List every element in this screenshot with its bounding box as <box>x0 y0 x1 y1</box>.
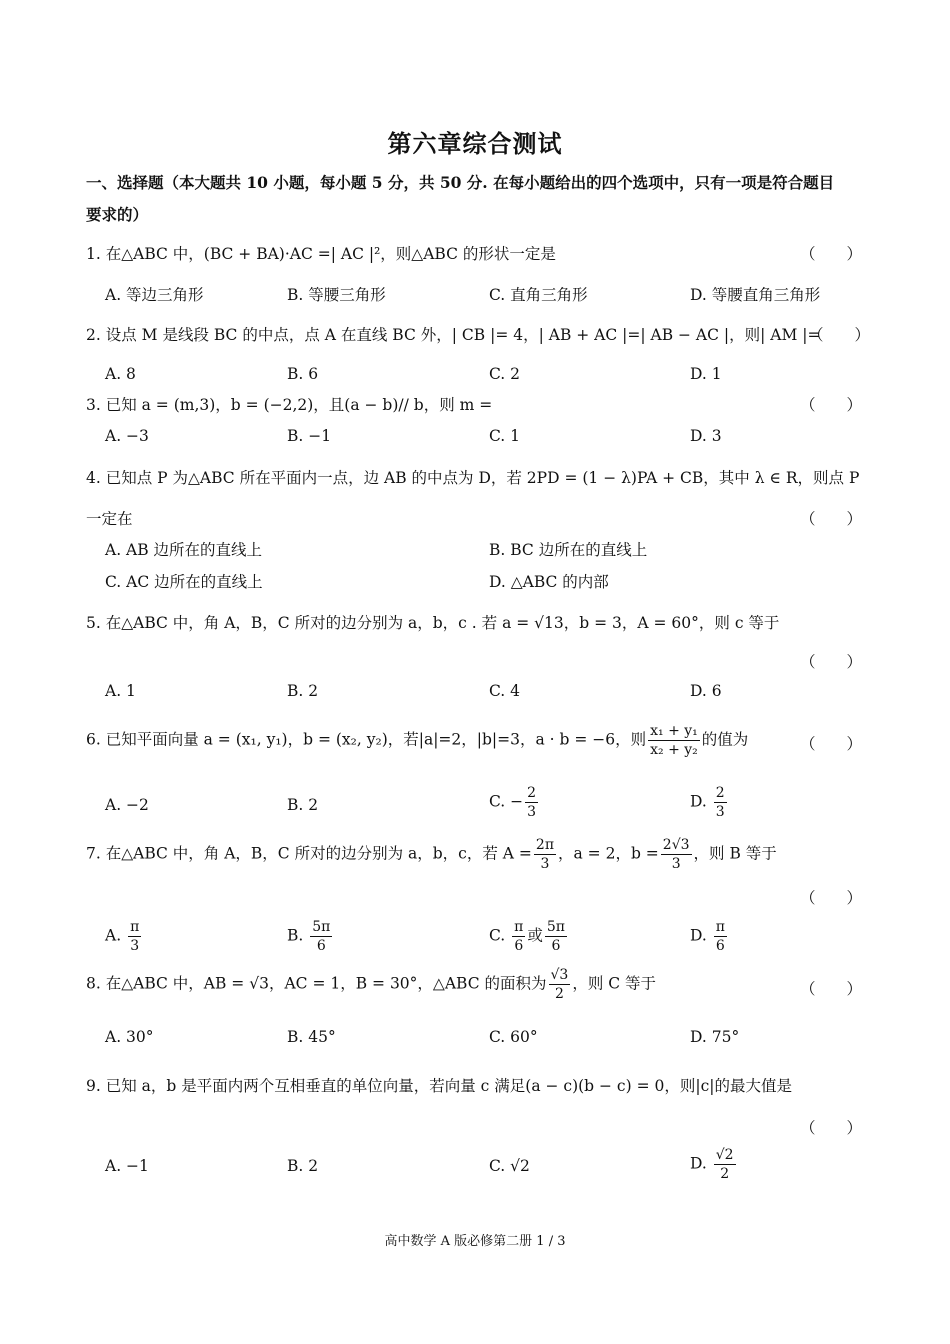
option-frac <box>545 918 567 955</box>
q8-fraction <box>549 966 571 1003</box>
q4-option-c: C. AC 边所在的直线上 <box>105 573 263 591</box>
q7-frac-b <box>661 836 692 873</box>
q6-frac-den: x₂ + y₂ <box>650 742 698 758</box>
q7-option-a <box>105 918 143 955</box>
question-4-stem: 4. 已知点 P 为△ABC 所在平面内一点，边 AB 的中点为 D，若 2PD = (1 − λ)PA + CB，其中 λ ∈ R，则点 P <box>86 469 860 487</box>
frac-num: 5π <box>546 919 565 935</box>
q5-option-d: D. 6 <box>690 682 722 700</box>
option-frac <box>714 1146 736 1183</box>
q4-option-b: B. BC 边所在的直线上 <box>489 541 648 559</box>
or-word: 或 <box>527 926 543 945</box>
question-4-stem-cont: 一定在 <box>86 510 133 528</box>
q1-option-a: A. 等边三角形 <box>105 286 204 304</box>
q7-option-d-label: D. <box>690 926 707 945</box>
q3-option-a: A. −3 <box>105 427 149 445</box>
frac-num: √2 <box>715 1147 734 1163</box>
q6-option-c-prefix: C. − <box>489 792 524 811</box>
option-frac <box>128 918 141 955</box>
frac-num: √3 <box>550 967 569 983</box>
frac-den: 6 <box>551 938 561 954</box>
q7-option-c <box>489 918 569 955</box>
q6-option-d-frac <box>714 784 727 821</box>
q8-stem-text: 8. 在△ABC 中，AB = √3，AC = 1，B = 30°，△ABC 的面积为 <box>86 974 547 993</box>
answer-paren: （ ） <box>800 735 863 753</box>
q6-option-a: A. −2 <box>105 796 149 814</box>
question-1-stem: 1. 在△ABC 中，(BC + BA)·AC =| AC |²，则△ABC 的形状一定是 <box>86 245 556 263</box>
question-6-stem <box>86 722 748 759</box>
option-frac <box>714 918 727 955</box>
frac-num: 2 <box>527 785 537 801</box>
frac-num: π <box>514 919 524 935</box>
q7-stem-mid: ，a = 2，b = <box>558 844 659 863</box>
q5-option-a: A. 1 <box>105 682 136 700</box>
question-9-stem: 9. 已知 a，b 是平面内两个互相垂直的单位向量，若向量 c 满足(a − c)(b − c) = 0，则|c|的最大值是 <box>86 1077 792 1095</box>
q2-option-d: D. 1 <box>690 365 722 383</box>
q3-option-c: C. 1 <box>489 427 521 445</box>
q7-stem-tail: ，则 B 等于 <box>693 844 777 863</box>
q7-option-d <box>690 918 729 955</box>
q4-option-d: D. △ABC 的内部 <box>489 573 609 591</box>
q8-option-a: A. 30° <box>105 1028 154 1046</box>
q3-option-d: D. 3 <box>690 427 722 445</box>
q2-option-c: C. 2 <box>489 365 521 383</box>
q7-option-a-label: A. <box>105 926 122 945</box>
q3-option-b: B. −1 <box>287 427 332 445</box>
page-footer: 高中数学 A 版必修第二册 1 / 3 <box>384 1234 566 1249</box>
q9-option-b: B. 2 <box>287 1157 319 1175</box>
frac-num: 2π <box>535 837 555 853</box>
page-title: 第六章综合测试 <box>387 129 563 158</box>
frac-den: 6 <box>316 938 326 954</box>
q6-stem-text: 6. 已知平面向量 a = (x₁, y₁)，b = (x₂, y₂)，若|a|=2，|b|=3，a · b = −6，则 <box>86 730 647 749</box>
q6-option-d-prefix: D. <box>690 792 712 811</box>
q5-option-b: B. 2 <box>287 682 319 700</box>
q6-stem-tail: 的值为 <box>701 730 749 749</box>
q9-option-a: A. −1 <box>105 1157 149 1175</box>
q2-option-a: A. 8 <box>105 365 136 383</box>
q8-stem-tail: ，则 C 等于 <box>572 974 657 993</box>
answer-paren: （ ） <box>800 889 863 907</box>
q6-option-c <box>489 784 540 821</box>
q7-option-c-label: C. <box>489 926 506 945</box>
frac-num: 5π <box>312 919 331 935</box>
frac-den: 3 <box>715 804 725 820</box>
q9-option-d-label: D. <box>690 1154 707 1173</box>
question-7-stem <box>86 836 777 873</box>
answer-paren: （ ） <box>800 653 863 671</box>
frac-num: 2√3 <box>662 837 690 853</box>
q7-stem-text: 7. 在△ABC 中，角 A，B，C 所对的边分别为 a，b，c，若 A = <box>86 844 532 863</box>
frac-num: 2 <box>715 785 725 801</box>
section-heading: 一、选择题（本大题共 10 小题，每小题 5 分，共 50 分. 在每小题给出的四个选项中，只有一项是符合题目 <box>86 173 835 192</box>
q1-option-b: B. 等腰三角形 <box>287 286 386 304</box>
q6-option-d <box>690 784 729 821</box>
q9-option-d <box>690 1146 738 1183</box>
question-5-stem: 5. 在△ABC 中，角 A，B，C 所对的边分别为 a，b，c . 若 a = √13，b = 3，A = 60°，则 c 等于 <box>86 614 780 632</box>
question-3-stem: 3. 已知 a = (m,3)，b = (−2,2)，且(a − b)// b，则 m = <box>86 396 493 414</box>
q6-fraction <box>648 722 700 759</box>
q7-option-b <box>287 918 334 955</box>
q1-option-d: D. 等腰直角三角形 <box>690 286 821 304</box>
frac-den: 3 <box>540 856 550 872</box>
q7-frac-a <box>534 836 556 873</box>
option-frac <box>512 918 525 955</box>
frac-den: 3 <box>671 856 681 872</box>
answer-paren: （ ） <box>800 510 863 528</box>
q8-option-c: C. 60° <box>489 1028 538 1046</box>
frac-den: 2 <box>720 1166 730 1182</box>
frac-num: π <box>715 919 725 935</box>
q6-option-b: B. 2 <box>287 796 319 814</box>
q2-option-b: B. 6 <box>287 365 319 383</box>
answer-paren: （ ） <box>800 245 863 263</box>
question-2-stem: 2. 设点 M 是线段 BC 的中点，点 A 在直线 BC 外，| CB |= 4，| AB + AC |=| AB − AC |，则| AM |= <box>86 326 821 344</box>
q7-option-b-label: B. <box>287 926 304 945</box>
answer-paren: （ ） <box>808 326 871 344</box>
frac-num: π <box>130 919 140 935</box>
frac-den: 3 <box>130 938 140 954</box>
frac-den: 3 <box>527 804 537 820</box>
q9-option-c: C. √2 <box>489 1157 530 1175</box>
q1-option-c: C. 直角三角形 <box>489 286 588 304</box>
q6-frac-num: x₁ + y₁ <box>650 723 698 739</box>
answer-paren: （ ） <box>800 396 863 414</box>
section-heading-cont: 要求的） <box>86 205 149 224</box>
frac-den: 2 <box>554 986 564 1002</box>
q8-option-b: B. 45° <box>287 1028 336 1046</box>
option-frac <box>310 918 332 955</box>
answer-paren: （ ） <box>800 980 863 998</box>
q4-option-a: A. AB 边所在的直线上 <box>105 541 263 559</box>
q6-option-c-frac <box>525 784 538 821</box>
frac-den: 6 <box>715 938 725 954</box>
q5-option-c: C. 4 <box>489 682 521 700</box>
q8-option-d: D. 75° <box>690 1028 740 1046</box>
answer-paren: （ ） <box>800 1119 863 1137</box>
frac-den: 6 <box>514 938 524 954</box>
question-8-stem <box>86 966 656 1003</box>
